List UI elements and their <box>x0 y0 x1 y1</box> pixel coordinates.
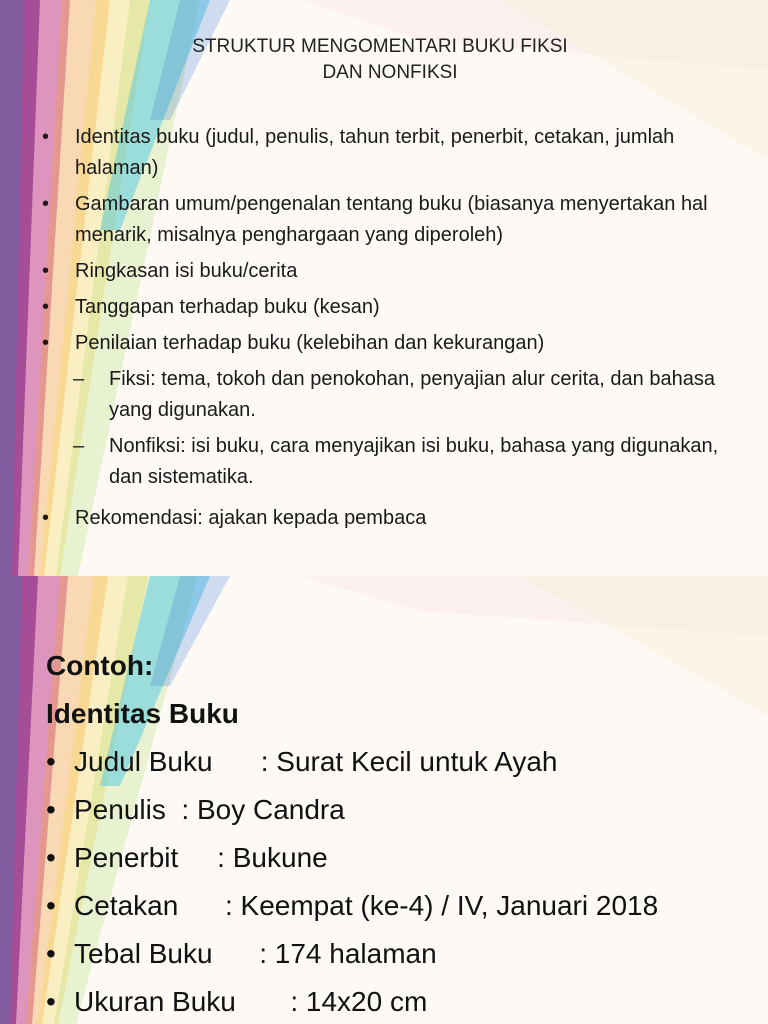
bullet-marker: • <box>42 332 50 354</box>
sub-list-item-text: Nonfiksi: isi buku, cara menyajikan isi buku, bahasa yang digunakan, dan sistematika. <box>109 435 719 488</box>
structure-list <box>42 122 732 539</box>
book-identity-heading: Identitas Buku <box>46 698 239 729</box>
bullet-marker: • <box>46 746 56 777</box>
bullet-marker: • <box>42 193 50 215</box>
slide-title <box>0 34 768 86</box>
list-item <box>42 292 732 323</box>
bullet-marker: • <box>46 842 56 873</box>
example-content <box>46 642 746 1024</box>
sub-list-item <box>42 431 732 493</box>
title-line-1: STRUKTUR MENGOMENTARI BUKU FIKSI <box>192 36 568 57</box>
book-pages-row: Tebal Buku : 174 halaman <box>74 938 437 969</box>
sub-list-item-text: Fiksi: tema, tokoh dan penokohan, penyajian alur cerita, dan bahasa yang digunakan. <box>109 368 715 421</box>
list-item <box>42 189 732 251</box>
list-item-text: Gambaran umum/pengenalan tentang buku (biasanya menyertakan hal menarik, misalnya penghargaan yang diperoleh) <box>75 193 708 246</box>
book-author-row: Penulis : Boy Candra <box>74 794 345 825</box>
slide-example <box>0 576 768 1024</box>
list-item <box>46 978 746 1024</box>
bullet-marker: • <box>42 260 50 282</box>
list-item <box>46 882 746 930</box>
book-publisher-row: Penerbit : Bukune <box>74 842 328 873</box>
list-item-text: Identitas buku (judul, penulis, tahun terbit, penerbit, cetakan, jumlah halaman) <box>75 126 675 179</box>
list-item <box>46 786 746 834</box>
list-item <box>42 122 732 184</box>
book-size-row: Ukuran Buku : 14x20 cm <box>74 986 428 1017</box>
dash-marker: – <box>73 368 85 390</box>
list-item <box>42 503 732 534</box>
bullet-marker: • <box>42 507 50 529</box>
book-edition-row: Cetakan : Keempat (ke-4) / IV, Januari 2018 <box>74 890 659 921</box>
bullet-marker: • <box>46 890 56 921</box>
list-item-text: Tanggapan terhadap buku (kesan) <box>75 296 380 318</box>
sub-list-item <box>42 364 732 426</box>
list-item-text: Rekomendasi: ajakan kepada pembaca <box>75 507 427 529</box>
bullet-marker: • <box>46 794 56 825</box>
bullet-marker: • <box>46 986 56 1017</box>
dash-marker: – <box>73 435 85 457</box>
list-item-text: Ringkasan isi buku/cerita <box>75 260 298 282</box>
list-item <box>46 738 746 786</box>
bullet-marker: • <box>42 126 50 148</box>
list-item <box>46 834 746 882</box>
book-identity-list <box>46 738 746 1024</box>
list-item <box>46 930 746 978</box>
bullet-marker: • <box>46 938 56 969</box>
bullet-marker: • <box>42 296 50 318</box>
list-item <box>42 328 732 359</box>
example-heading: Contoh: <box>46 650 154 681</box>
book-title-row: Judul Buku : Surat Kecil untuk Ayah <box>74 746 558 777</box>
list-item <box>42 256 732 287</box>
title-line-2: DAN NONFIKSI <box>322 62 458 83</box>
list-item-text: Penilaian terhadap buku (kelebihan dan kekurangan) <box>75 332 545 354</box>
